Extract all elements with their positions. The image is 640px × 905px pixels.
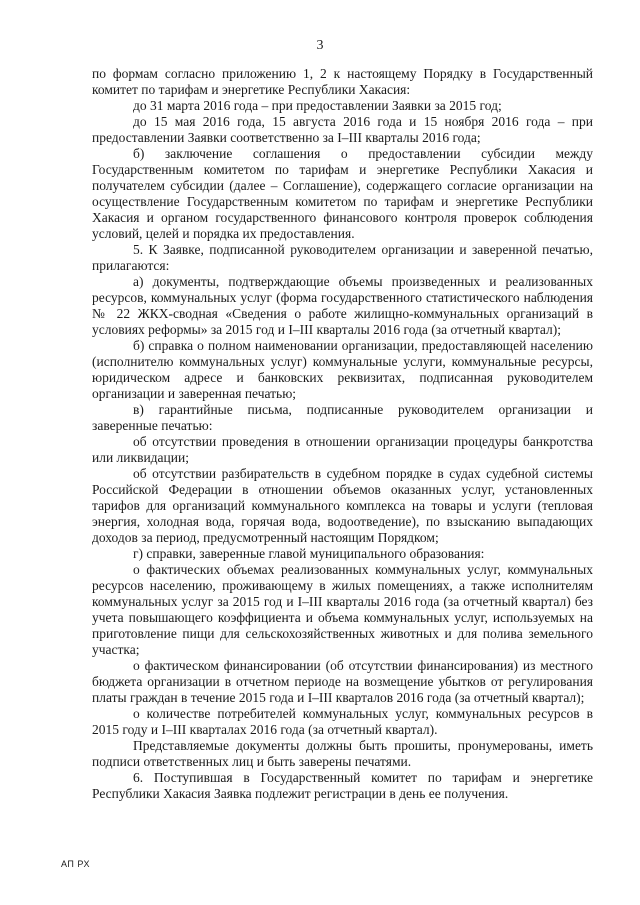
paragraph: об отсутствии проведения в отношении организации процедуры банкротства или ликвидации;: [92, 434, 593, 465]
paragraph: о количестве потребителей коммунальных услуг, коммунальных ресурсов в 2015 году и I–III кварталах 2016 года (за отчетный квартал).: [92, 706, 593, 737]
paragraph: о фактических объемах реализованных коммунальных услуг, коммунальных ресурсов населению, проживающему в жилых помещениях, а также исполнителям коммунальных услуг за 2015 год и I–III кварталы 2016 года (за отчетный квартал) без учета повышающего коэффициента и объема коммунальных услуг, используемых на приготовление пищи для сельскохозяйственных животных и для полива земельного участка;: [92, 562, 593, 657]
paragraph: Представляемые документы должны быть прошиты, пронумерованы, иметь подписи ответственных лиц и быть заверены печатями.: [92, 738, 593, 769]
paragraph: об отсутствии разбирательств в судебном порядке в судах судебной системы Российской Федерации в отношении объемов оказанных услуг, установленных тарифов для организаций коммунального комплекса на товары и услуги (тепловая энергия, холодная вода, горячая вода, водоотведение), по взысканию выпадающих доходов за период, предусмотренный настоящим Порядком;: [92, 466, 593, 545]
page-number: 3: [316, 38, 324, 53]
paragraph: о фактическом финансировании (об отсутствии финансирования) из местного бюджета организации в отчетном периоде на возмещение убытков от регулирования платы граждан в течение 2015 года и I–III кварталов 2016 года (за отчетный квартал);: [92, 658, 593, 705]
paragraph: по формам согласно приложению 1, 2 к настоящему Порядку в Государственный комитет по тарифам и энергетике Республики Хакасия:: [92, 66, 593, 97]
paragraph: а) документы, подтверждающие объемы произведенных и реализованных ресурсов, коммунальных услуг (форма государственного статистического наблюдения № 22 ЖКХ-сводная «Сведения о работе жилищно-коммунальных организаций в условиях реформы» за 2015 год и I–III кварталы 2016 года (за отчетный квартал);: [92, 274, 593, 337]
paragraph: до 15 мая 2016 года, 15 августа 2016 года и 15 ноября 2016 года – при предоставлении Заявки соответственно за I–III кварталы 2016 года;: [92, 114, 593, 145]
paragraph: г) справки, заверенные главой муниципального образования:: [133, 546, 485, 561]
paragraph: в) гарантийные письма, подписанные руководителем организации и заверенные печатью:: [92, 402, 593, 433]
document-body: [92, 66, 593, 802]
paragraph: 5. К Заявке, подписанной руководителем организации и заверенной печатью, прилагаются:: [92, 242, 593, 273]
paragraph: 6. Поступившая в Государственный комитет по тарифам и энергетике Республики Хакасия Заявка подлежит регистрации в день ее получения.: [92, 770, 593, 801]
footer-mark: АП РХ: [61, 859, 90, 869]
paragraph: до 31 марта 2016 года – при предоставлении Заявки за 2015 год;: [133, 98, 502, 113]
paragraph: б) заключение соглашения о предоставлении субсидии между Государственным комитетом по тарифам и энергетике Республики Хакасия и получателем субсидии (далее – Соглашение), содержащего согласие организации на осуществление Государственным комитетом по тарифам и энергетике Республики Хакасия и органом государственного финансового контроля проверок соблюдения условий, целей и порядка их предоставления.: [92, 146, 593, 241]
paragraph: б) справка о полном наименовании организации, предоставляющей населению (исполнителю коммунальных услуг) коммунальные услуги, коммунальные ресурсы, юридическом адресе и банковских реквизитах, подписанная руководителем организации и заверенная печатью;: [92, 338, 593, 401]
